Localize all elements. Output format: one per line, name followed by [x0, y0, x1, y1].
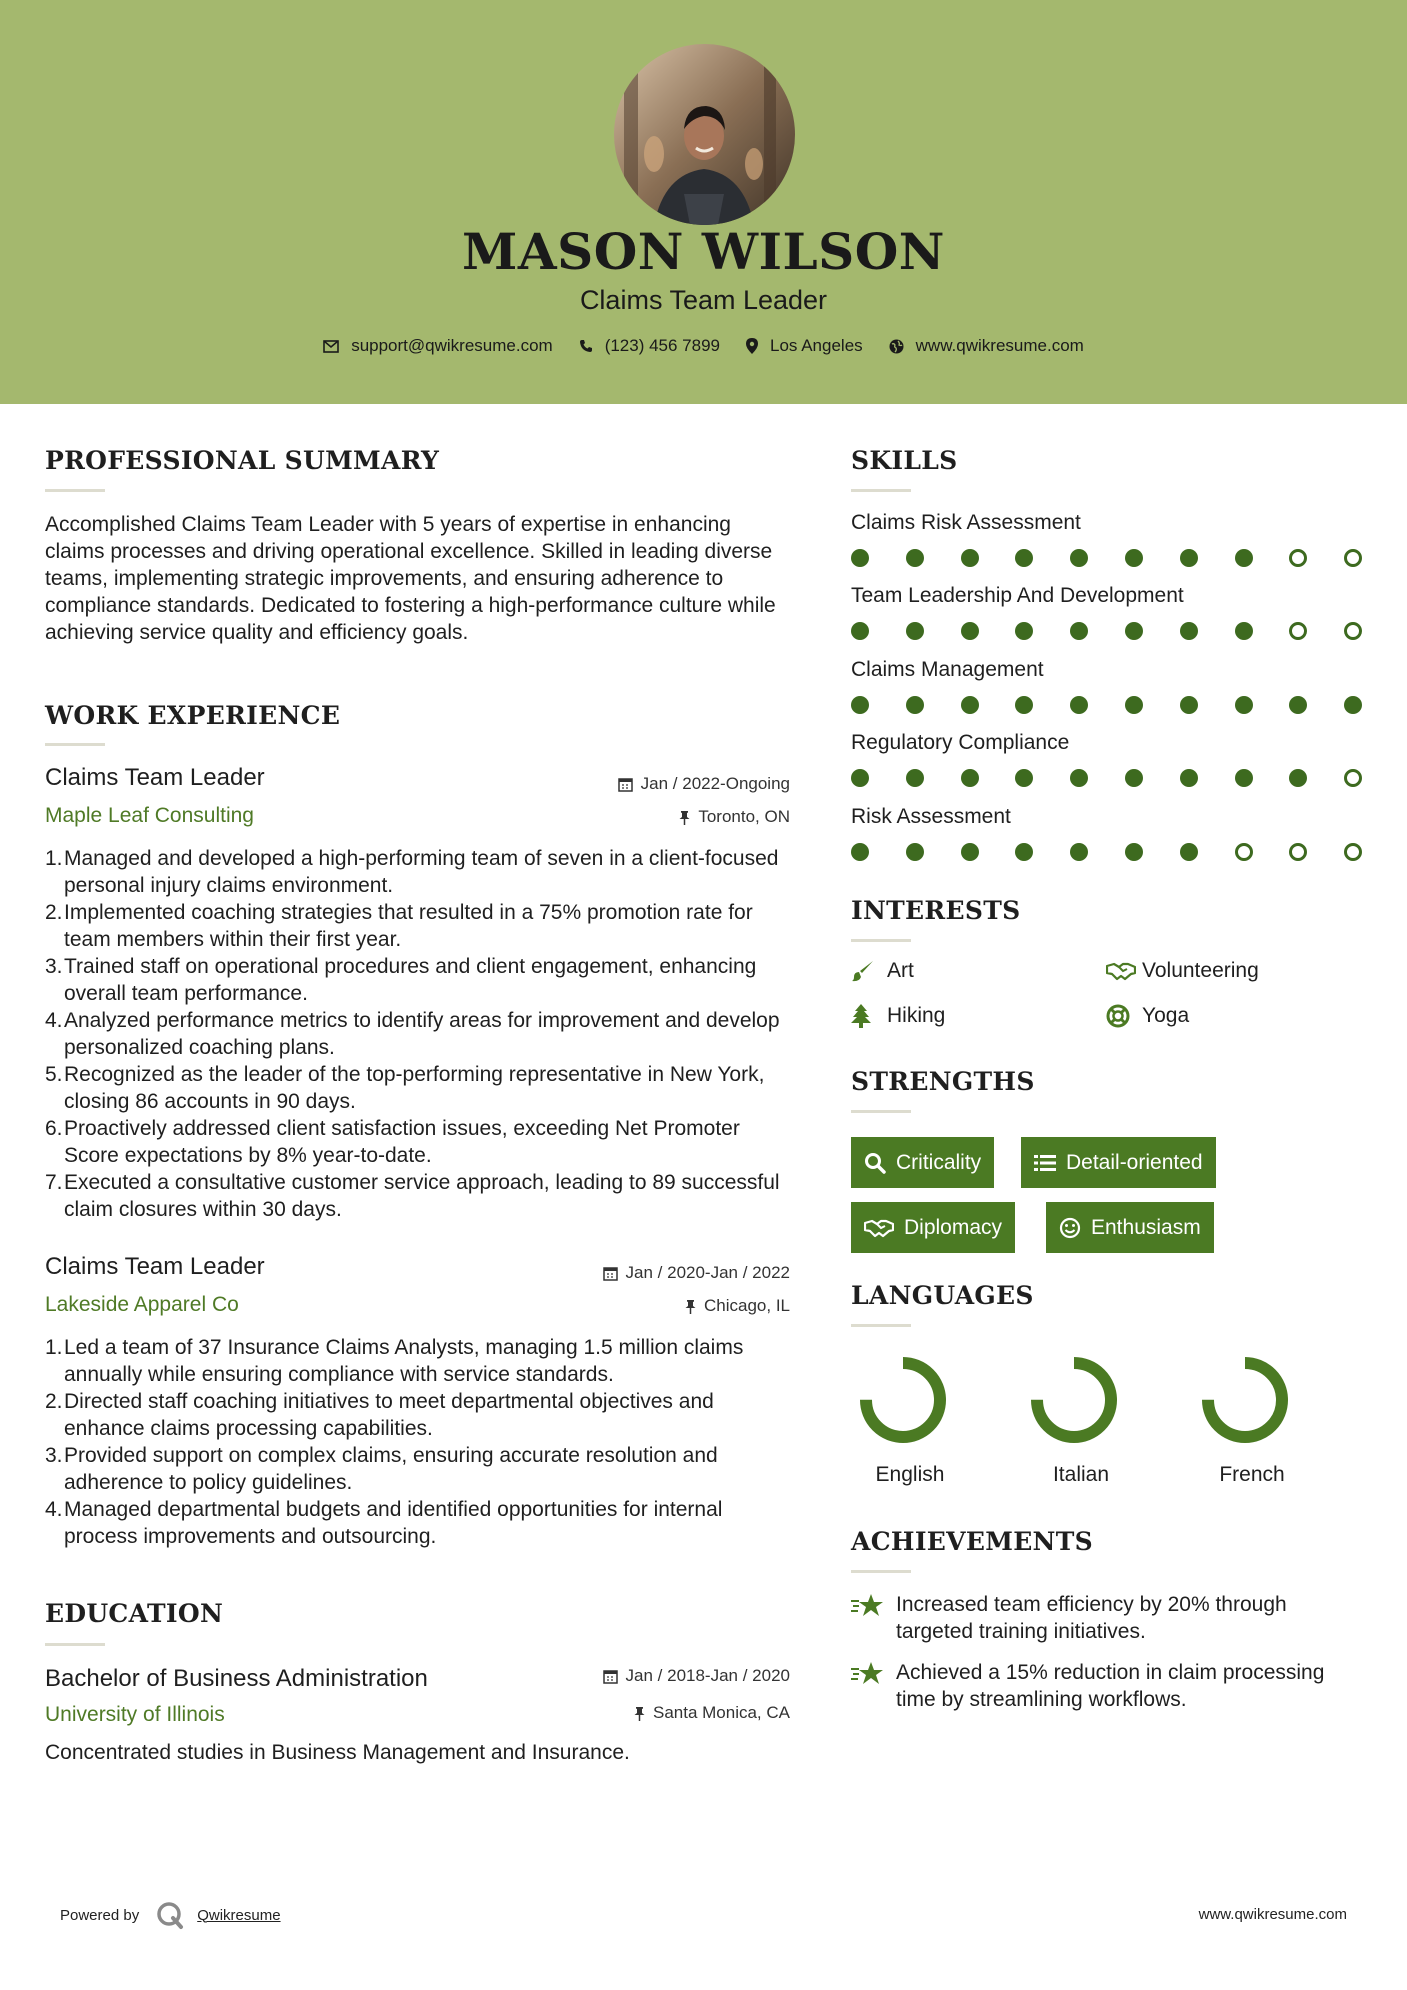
rating-dot-filled — [851, 622, 869, 640]
job-date-text: Jan / 2022-Ongoing — [640, 774, 790, 793]
rating-dot-filled — [1070, 769, 1088, 787]
list-item: 3. Trained staff on operational procedures and client engagement, enhancing overall team performance. — [45, 955, 757, 1005]
header-banner — [0, 0, 1407, 404]
work-heading: WORK EXPERIENCE — [45, 701, 341, 730]
phone-icon — [579, 339, 593, 353]
rating-dot-filled — [1015, 843, 1033, 861]
job-location-text: Toronto, ON — [698, 807, 790, 826]
contact-phone[interactable] — [579, 336, 720, 356]
achievement-item: Increased team efficiency by 20% through targeted training initiatives. — [851, 1591, 1361, 1645]
rating-dot-filled — [1015, 622, 1033, 640]
contact-email[interactable] — [323, 336, 553, 356]
interest-item: Volunteering — [1106, 959, 1259, 983]
list-item: 2. Implemented coaching strategies that resulted in a 75% promotion rate for team members within their first year. — [45, 901, 753, 951]
education-location — [634, 1703, 790, 1723]
job-location — [679, 807, 790, 827]
map-pin-icon — [746, 338, 758, 354]
list-item: 6. Proactively addressed client satisfaction issues, exceeding Net Promoter Score expectations by 8% year-to-date. — [45, 1117, 740, 1167]
rating-dot-filled — [851, 696, 869, 714]
interest-item: Art — [851, 959, 914, 983]
rating-dot-filled — [961, 843, 979, 861]
rating-dot-filled — [906, 622, 924, 640]
strength-chip: Criticality — [851, 1137, 994, 1188]
qwikresume-link[interactable]: Qwikresume — [197, 1906, 281, 1924]
summary-divider — [45, 489, 105, 492]
skill-rating — [851, 622, 1361, 642]
languages-divider — [851, 1324, 911, 1327]
qwikresume-logo-icon — [155, 1900, 185, 1930]
website-text: www.qwikresume.com — [915, 336, 1084, 355]
skill-name: Claims Risk Assessment — [851, 511, 1081, 534]
search-icon — [864, 1152, 886, 1174]
job-title: Claims Team Leader — [45, 1253, 265, 1280]
list-item: 2. Directed staff coaching initiatives to meet departmental objectives and enhance claims processing capabilities. — [45, 1390, 714, 1440]
skill-name: Team Leadership And Development — [851, 584, 1184, 607]
rating-dot-filled — [1015, 549, 1033, 567]
star-icon — [851, 1591, 896, 1645]
job-date — [603, 1263, 790, 1283]
rating-dot-filled — [1235, 549, 1253, 567]
language-gauge — [1016, 1350, 1146, 1450]
profile-photo — [614, 44, 795, 225]
rating-dot-empty — [1344, 622, 1362, 640]
rating-dot-filled — [906, 696, 924, 714]
interest-item: Hiking — [851, 1004, 945, 1028]
handshake-icon — [864, 1218, 894, 1238]
skill-name: Claims Management — [851, 658, 1044, 681]
rating-dot-filled — [1070, 696, 1088, 714]
list-item: 5. Recognized as the leader of the top-performing representative in New York, closing 86 accounts in 90 days. — [45, 1063, 765, 1113]
job-title: Claims Team Leader — [45, 764, 265, 791]
education-heading: EDUCATION — [45, 1599, 224, 1628]
list-item: 4. Analyzed performance metrics to identify areas for improvement and develop personalized coaching plans. — [45, 1009, 780, 1059]
location-text: Los Angeles — [770, 336, 863, 355]
work-divider — [45, 743, 105, 746]
language-name: French — [1219, 1463, 1285, 1486]
job-location-text: Chicago, IL — [704, 1296, 790, 1315]
education-location-text: Santa Monica, CA — [652, 1703, 790, 1722]
calendar-icon — [603, 1266, 618, 1281]
language-gauge — [1187, 1350, 1317, 1450]
rating-dot-filled — [1125, 843, 1143, 861]
rating-dot-filled — [1070, 549, 1088, 567]
interests-heading: INTERESTS — [851, 896, 1021, 925]
rating-dot-filled — [1125, 549, 1143, 567]
summary-text: Accomplished Claims Team Leader with 5 years of expertise in enhancing claims processes and driving operational excellence. Skilled in leading diverse teams, implementing strategic improvements, and ensuring adherence to compliance standards. Dedicated to fostering a high-performance culture while achieving service quality and efficiency goals. — [45, 513, 776, 644]
calendar-icon — [603, 1669, 618, 1684]
skill-rating — [851, 769, 1361, 789]
rating-dot-filled — [1180, 843, 1198, 861]
list-icon — [1034, 1154, 1056, 1172]
rating-dot-filled — [1289, 696, 1307, 714]
rating-dot-empty — [1344, 769, 1362, 787]
globe-icon — [889, 339, 904, 354]
language-item — [1187, 1350, 1317, 1486]
degree-title: Bachelor of Business Administration — [45, 1665, 428, 1692]
list-item: 1. Managed and developed a high-performing team of seven in a client-focused personal injury claims environment. — [45, 847, 779, 897]
achievements-divider — [851, 1570, 911, 1573]
phone-text: (123) 456 7899 — [604, 336, 721, 355]
rating-dot-empty — [1289, 622, 1307, 640]
powered-by-text: Powered by — [60, 1906, 140, 1924]
job-location — [685, 1296, 790, 1316]
rating-dot-empty — [1289, 549, 1307, 567]
skills-heading: SKILLS — [851, 446, 958, 475]
pushpin-icon — [679, 810, 690, 825]
rating-dot-filled — [1070, 622, 1088, 640]
rating-dot-filled — [1180, 549, 1198, 567]
rating-dot-empty — [1235, 843, 1253, 861]
rating-dot-filled — [1015, 769, 1033, 787]
paintbrush-icon — [851, 959, 881, 983]
envelope-icon — [323, 340, 339, 353]
rating-dot-filled — [906, 843, 924, 861]
rating-dot-filled — [1235, 622, 1253, 640]
calendar-icon — [618, 777, 633, 792]
language-name: English — [875, 1463, 945, 1486]
language-item — [1016, 1350, 1146, 1486]
strengths-divider — [851, 1110, 911, 1113]
skills-divider — [851, 489, 911, 492]
handshake-icon — [1106, 961, 1136, 981]
job-date-text: Jan / 2020-Jan / 2022 — [625, 1263, 790, 1282]
skill-rating — [851, 843, 1361, 863]
rating-dot-filled — [1289, 769, 1307, 787]
rating-dot-filled — [851, 843, 869, 861]
strengths-heading: STRENGTHS — [851, 1067, 1035, 1096]
rating-dot-filled — [1125, 696, 1143, 714]
strength-chip: Detail-oriented — [1021, 1137, 1216, 1188]
rating-dot-filled — [906, 769, 924, 787]
education-description: Concentrated studies in Business Management and Insurance. — [45, 1741, 630, 1764]
summary-heading: PROFESSIONAL SUMMARY — [45, 446, 440, 475]
job-bullets — [45, 845, 800, 1223]
list-item: 3. Provided support on complex claims, ensuring accurate resolution and adherence to policy guidelines. — [45, 1444, 718, 1494]
rating-dot-filled — [1070, 843, 1088, 861]
rating-dot-filled — [1235, 769, 1253, 787]
interest-item: Yoga — [1106, 1004, 1189, 1028]
email-text: support@qwikresume.com — [351, 336, 553, 355]
contact-website[interactable] — [889, 336, 1084, 356]
interests-divider — [851, 939, 911, 942]
star-icon — [851, 1659, 896, 1713]
pushpin-icon — [634, 1706, 645, 1721]
rating-dot-filled — [851, 549, 869, 567]
tree-icon — [851, 1004, 881, 1028]
skill-rating — [851, 696, 1361, 716]
strength-chip: Diplomacy — [851, 1202, 1015, 1253]
rating-dot-filled — [1125, 769, 1143, 787]
list-item: 7. Executed a consultative customer service approach, leading to 89 successful claim closures within 30 days. — [45, 1171, 780, 1221]
footer-powered-by — [60, 1900, 281, 1930]
rating-dot-empty — [1289, 843, 1307, 861]
language-name: Italian — [1052, 1463, 1110, 1486]
languages-heading: LANGUAGES — [851, 1281, 1034, 1310]
rating-dot-filled — [1235, 696, 1253, 714]
rating-dot-empty — [1344, 549, 1362, 567]
footer-website[interactable]: www.qwikresume.com — [1198, 1906, 1347, 1923]
language-item — [845, 1350, 975, 1486]
life-ring-icon — [1106, 1004, 1136, 1028]
company-name: Lakeside Apparel Co — [45, 1293, 239, 1316]
rating-dot-filled — [961, 769, 979, 787]
rating-dot-filled — [1125, 622, 1143, 640]
contact-bar — [0, 336, 1407, 356]
language-gauge — [845, 1350, 975, 1450]
skill-rating — [851, 549, 1361, 569]
smile-icon — [1059, 1217, 1081, 1239]
rating-dot-filled — [851, 769, 869, 787]
pushpin-icon — [685, 1299, 696, 1314]
rating-dot-filled — [1344, 696, 1362, 714]
skill-name: Regulatory Compliance — [851, 731, 1070, 754]
rating-dot-filled — [1180, 769, 1198, 787]
achievement-item: Achieved a 15% reduction in claim processing time by streamlining workflows. — [851, 1659, 1361, 1713]
rating-dot-filled — [961, 696, 979, 714]
rating-dot-filled — [961, 622, 979, 640]
job-date — [618, 774, 790, 794]
education-divider — [45, 1643, 105, 1646]
rating-dot-filled — [906, 549, 924, 567]
candidate-name: MASON WILSON — [462, 222, 945, 281]
achievements-heading: ACHIEVEMENTS — [851, 1527, 1093, 1556]
rating-dot-filled — [961, 549, 979, 567]
school-name: University of Illinois — [45, 1703, 225, 1726]
rating-dot-empty — [1344, 843, 1362, 861]
list-item: 4. Managed departmental budgets and identified opportunities for internal process improvements and outsourcing. — [45, 1498, 723, 1548]
contact-location — [746, 336, 863, 356]
rating-dot-filled — [1015, 696, 1033, 714]
rating-dot-filled — [1180, 622, 1198, 640]
strength-chip: Enthusiasm — [1046, 1202, 1214, 1253]
education-date — [603, 1666, 790, 1686]
candidate-role: Claims Team Leader — [579, 285, 828, 315]
list-item: 1. Led a team of 37 Insurance Claims Analysts, managing 1.5 million claims annually while ensuring compliance with service standards. — [45, 1336, 744, 1386]
rating-dot-filled — [1180, 696, 1198, 714]
job-bullets — [45, 1334, 785, 1550]
education-date-text: Jan / 2018-Jan / 2020 — [625, 1666, 790, 1685]
skill-name: Risk Assessment — [851, 805, 1011, 828]
company-name: Maple Leaf Consulting — [45, 804, 254, 827]
